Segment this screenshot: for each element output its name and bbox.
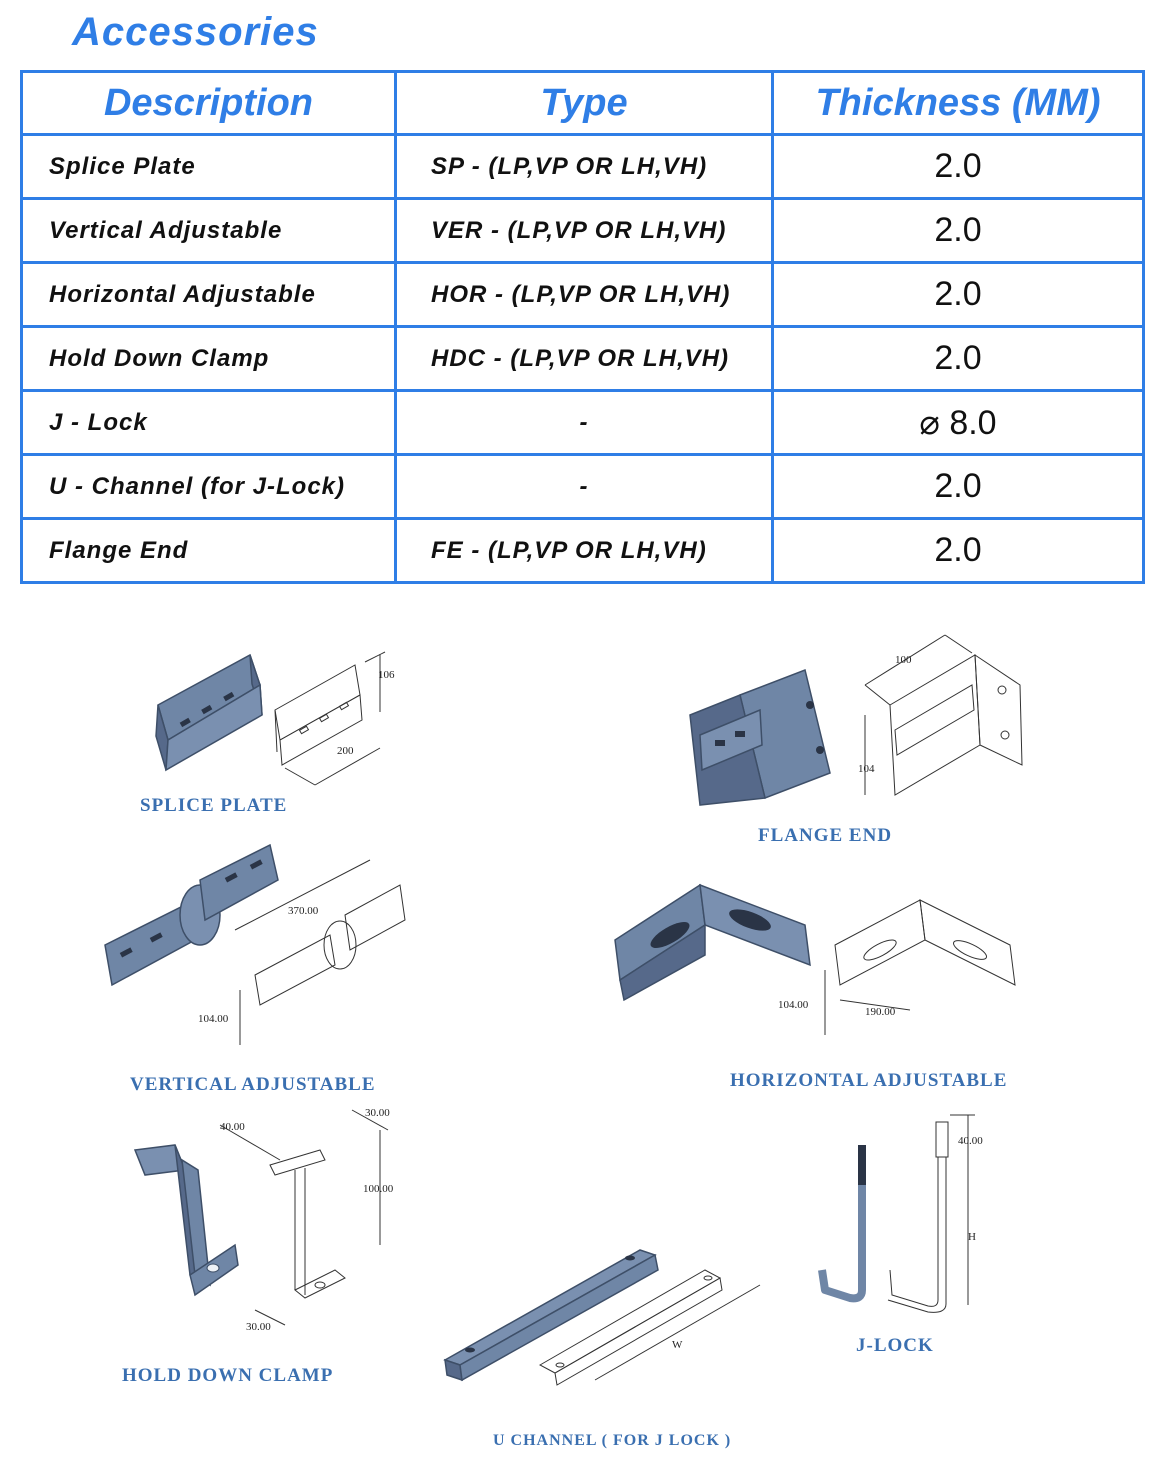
cell-thickness: 2.0 — [773, 519, 1144, 583]
cell-type: VER - (LP,VP OR LH,VH) — [396, 199, 773, 263]
dim-top-depth: 30.00 — [365, 1107, 390, 1119]
dim-length: 200 — [337, 745, 354, 757]
dim-height: H — [968, 1231, 976, 1243]
cell-type: - — [396, 455, 773, 519]
dim-top-width: 40.00 — [220, 1121, 245, 1133]
cell-type: HOR - (LP,VP OR LH,VH) — [396, 263, 773, 327]
cell-type: FE - (LP,VP OR LH,VH) — [396, 519, 773, 583]
table-row — [22, 519, 1144, 583]
horizontal-adjustable-drawing — [825, 900, 1015, 1035]
page-title: Accessories — [72, 10, 319, 54]
dim-height: 104 — [858, 763, 875, 775]
table-row — [22, 135, 1144, 199]
cell-description: Flange End — [22, 519, 396, 583]
caption-u-channel: U CHANNEL ( FOR J LOCK ) — [493, 1432, 732, 1449]
cell-thickness: 2.0 — [773, 263, 1144, 327]
j-lock-illustration — [800, 1110, 1000, 1320]
splice-plate-drawing — [275, 652, 385, 785]
cell-type: HDC - (LP,VP OR LH,VH) — [396, 327, 773, 391]
table-row — [22, 455, 1144, 519]
cell-type: - — [396, 391, 773, 455]
table-row — [22, 199, 1144, 263]
cell-type: SP - (LP,VP OR LH,VH) — [396, 135, 773, 199]
accessories-table — [20, 70, 1145, 584]
header-type: Type — [396, 72, 773, 135]
cell-description: Splice Plate — [22, 135, 396, 199]
table-row — [22, 263, 1144, 327]
dim-length: 190.00 — [865, 1006, 896, 1018]
horizontal-adjustable-solid — [615, 885, 810, 1000]
table-row — [22, 391, 1144, 455]
cell-thickness: 2.0 — [773, 327, 1144, 391]
cell-thickness: 2.0 — [773, 455, 1144, 519]
u-channel-illustration — [440, 1240, 780, 1400]
dim-thread: 40.00 — [958, 1135, 983, 1147]
caption-j-lock: J-LOCK — [856, 1335, 934, 1356]
splice-plate-solid — [156, 655, 262, 770]
cell-thickness: ⌀ 8.0 — [773, 391, 1144, 455]
j-lock-solid — [822, 1145, 866, 1298]
dim-foot-width: 30.00 — [246, 1321, 271, 1333]
hold-down-clamp-illustration — [120, 1100, 420, 1340]
cell-thickness: 2.0 — [773, 135, 1144, 199]
hold-down-clamp-drawing — [220, 1110, 388, 1325]
cell-thickness: 2.0 — [773, 199, 1144, 263]
cell-description: Vertical Adjustable — [22, 199, 396, 263]
dim-height: 106 — [378, 669, 395, 681]
vertical-adjustable-solid — [105, 845, 278, 985]
header-description: Description — [22, 72, 396, 135]
flange-end-solid — [690, 670, 830, 805]
caption-flange-end: FLANGE END — [758, 825, 893, 846]
flange-end-drawing — [865, 635, 1022, 795]
cell-description: J - Lock — [22, 391, 396, 455]
vertical-adjustable-illustration — [100, 840, 420, 1050]
dim-height: 104.00 — [778, 999, 809, 1011]
cell-description: Horizontal Adjustable — [22, 263, 396, 327]
dim-height: 100.00 — [363, 1183, 394, 1195]
cell-description: Hold Down Clamp — [22, 327, 396, 391]
caption-horizontal-adjustable: HORIZONTAL ADJUSTABLE — [730, 1070, 1008, 1091]
header-thickness: Thickness (MM) — [773, 72, 1144, 135]
flange-end-illustration — [680, 625, 1040, 815]
dim-width: 100 — [895, 654, 912, 666]
splice-plate-illustration — [140, 640, 440, 790]
caption-vertical-adjustable: VERTICAL ADJUSTABLE — [130, 1074, 376, 1095]
horizontal-adjustable-illustration — [610, 870, 1030, 1050]
dim-width: W — [672, 1339, 683, 1351]
table-row — [22, 327, 1144, 391]
caption-hold-down-clamp: HOLD DOWN CLAMP — [122, 1365, 334, 1386]
caption-splice-plate: SPLICE PLATE — [140, 795, 288, 816]
table-header-row — [22, 72, 1144, 135]
dim-length: 370.00 — [288, 905, 319, 917]
hold-down-clamp-solid — [135, 1145, 238, 1295]
dim-height: 104.00 — [198, 1013, 229, 1025]
cell-description: U - Channel (for J-Lock) — [22, 455, 396, 519]
